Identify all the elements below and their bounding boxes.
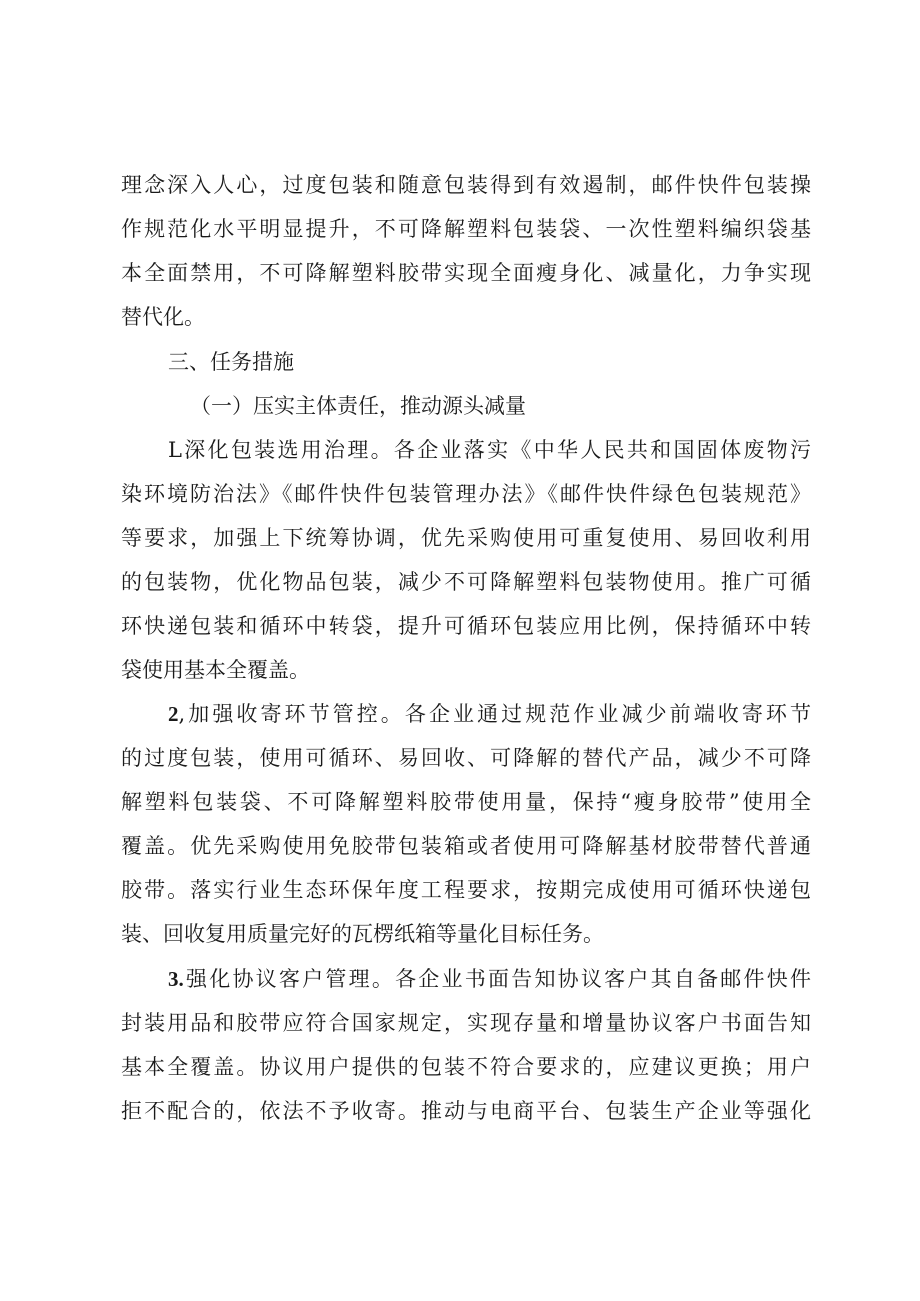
item-3-number: 3. [168,967,184,991]
body-line: 的包装物，优化物品包装，减少不可降解塑料包装物使用。推广可循 [121,570,811,594]
body-line: 作规范化水平明显提升，不可降解塑料包装袋、一次性塑料编织袋基 [121,217,811,241]
item-2-text: ,加强收寄环节管控。各企业通过规范作业减少前端收寄环节 [178,702,811,726]
body-line: 的过度包装，使用可循环、易回收、可降解的替代产品，减少不可降 [121,746,811,770]
body-line: 等要求，加强上下统筹协调，优先采购使用可重复使用、易回收利用 [121,526,811,550]
body-line: 装、回收复用质量完好的瓦楞纸箱等量化目标任务。 [121,922,604,946]
body-line: 解塑料包装袋、不可降解塑料胶带使用量，保持“瘦身胶带”使用全 [121,790,811,814]
body-line: 拒不配合的，依法不予收寄。推动与电商平台、包装生产企业等强化 [121,1099,811,1123]
body-line: 环快递包装和循环中转袋，提升可循环包装应用比例，保持循环中转 [121,614,811,638]
item-2-number: 2 [168,702,179,726]
item-1-first-line [168,428,811,472]
item-3-text: 强化协议客户管理。各企业书面告知协议客户其自备邮件快件 [183,967,811,991]
item-1-number: L [168,438,182,462]
section-heading: 三、任务措施 [168,350,294,374]
item-3-first-line [168,957,811,1001]
body-line: 胶带。落实行业生态环保年度工程要求，按期完成使用可循环快递包 [121,878,811,902]
subsection-heading: （一）压实主体责任，推动源头减量 [190,394,526,418]
body-line: 替代化。 [121,305,205,329]
body-line: 本全面禁用，不可降解塑料胶带实现全面瘦身化、减量化，力争实现 [121,261,811,285]
body-line: 封装用品和胶带应符合国家规定，实现存量和增量协议客户书面告知 [121,1011,811,1035]
body-line: 覆盖。优先采购使用免胶带包装箱或者使用可降解基材胶带替代普通 [121,834,811,858]
item-2-first-line [168,692,811,736]
item-1-text: 深化包装选用治理。各企业落实《中华人民共和国固体废物污 [181,438,811,462]
body-line: 基本全覆盖。协议用户提供的包装不符合要求的，应建议更换；用户 [121,1055,811,1079]
body-line: 理念深入人心，过度包装和随意包装得到有效遏制，邮件快件包装操 [121,173,811,197]
body-line: 染环境防治法》《邮件快件包装管理办法》《邮件快件绿色包装规范》 [121,482,811,506]
body-line: 袋使用基本全覆盖。 [121,658,310,682]
